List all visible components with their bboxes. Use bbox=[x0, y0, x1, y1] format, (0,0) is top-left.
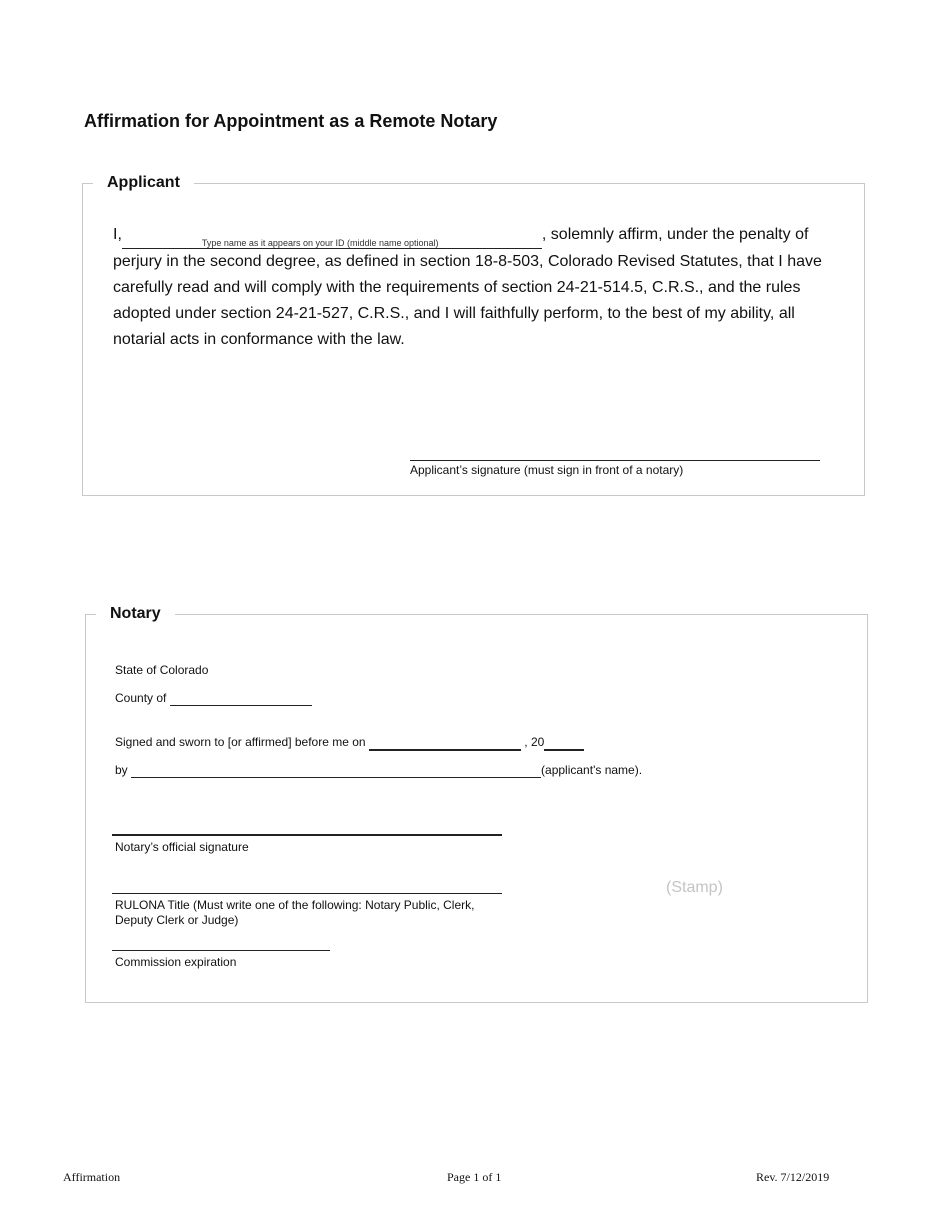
sworn-date-field[interactable] bbox=[369, 735, 521, 751]
state-text: State of Colorado bbox=[115, 663, 209, 677]
commission-expiration-label: Commission expiration bbox=[115, 955, 237, 969]
year-prefix: , 20 bbox=[524, 735, 545, 749]
affirmation-intro: I, bbox=[113, 226, 122, 243]
affirmation-text: solemnly affirm, under the penalty of perjury in the second degree, as defined in section 18-8-503, Colorado Revised Statutes, that I have carefully read and will comply with the requirements of section 24-21-514.5, C.R.S., and the rules adopted under section 24-21-527, C.R.S., and I will faithfully perform, to the best of my ability, all notarial acts in conformance with the law. bbox=[113, 226, 822, 348]
stamp-placeholder: (Stamp) bbox=[666, 879, 723, 896]
applicant-legend: Applicant bbox=[107, 174, 180, 191]
rulona-title-label: RULONA Title (Must write one of the following: Notary Public, Clerk, Deputy Clerk or Judge) bbox=[115, 898, 475, 927]
applicant-name-line[interactable] bbox=[131, 763, 541, 778]
rulona-title-block bbox=[112, 893, 502, 928]
applicant-name-suffix: (applicant's name). bbox=[541, 763, 643, 777]
footer-revision: Rev. 7/12/2019 bbox=[756, 1170, 830, 1184]
county-label: County of bbox=[115, 691, 167, 705]
page-title: Affirmation for Appointment as a Remote Notary bbox=[84, 111, 498, 131]
applicant-signature-label: Applicant’s signature (must sign in front of a notary) bbox=[410, 463, 684, 477]
applicant-name-caption: Type name as it appears on your ID (middle name optional) bbox=[201, 238, 439, 248]
notary-legend: Notary bbox=[110, 605, 161, 622]
sworn-row bbox=[115, 735, 584, 751]
county-field[interactable] bbox=[170, 691, 312, 706]
footer-left: Affirmation bbox=[63, 1170, 121, 1184]
footer-page-number: Page 1 of 1 bbox=[447, 1170, 502, 1184]
notary-signature-label: Notary’s official signature bbox=[115, 840, 249, 854]
county-row bbox=[115, 691, 312, 706]
year-field[interactable] bbox=[544, 735, 584, 751]
by-row bbox=[115, 763, 642, 778]
notary-signature-block bbox=[112, 834, 502, 855]
applicant-name-field[interactable] bbox=[122, 222, 542, 249]
notary-section bbox=[85, 605, 868, 1003]
affirmation-paragraph bbox=[113, 222, 843, 353]
name-comma: , bbox=[541, 226, 547, 243]
by-label: by bbox=[115, 763, 128, 777]
applicant-section bbox=[82, 174, 865, 496]
commission-block bbox=[112, 950, 330, 970]
sworn-label: Signed and sworn to [or affirmed] before me on bbox=[115, 735, 366, 749]
applicant-signature-line[interactable] bbox=[410, 460, 820, 477]
